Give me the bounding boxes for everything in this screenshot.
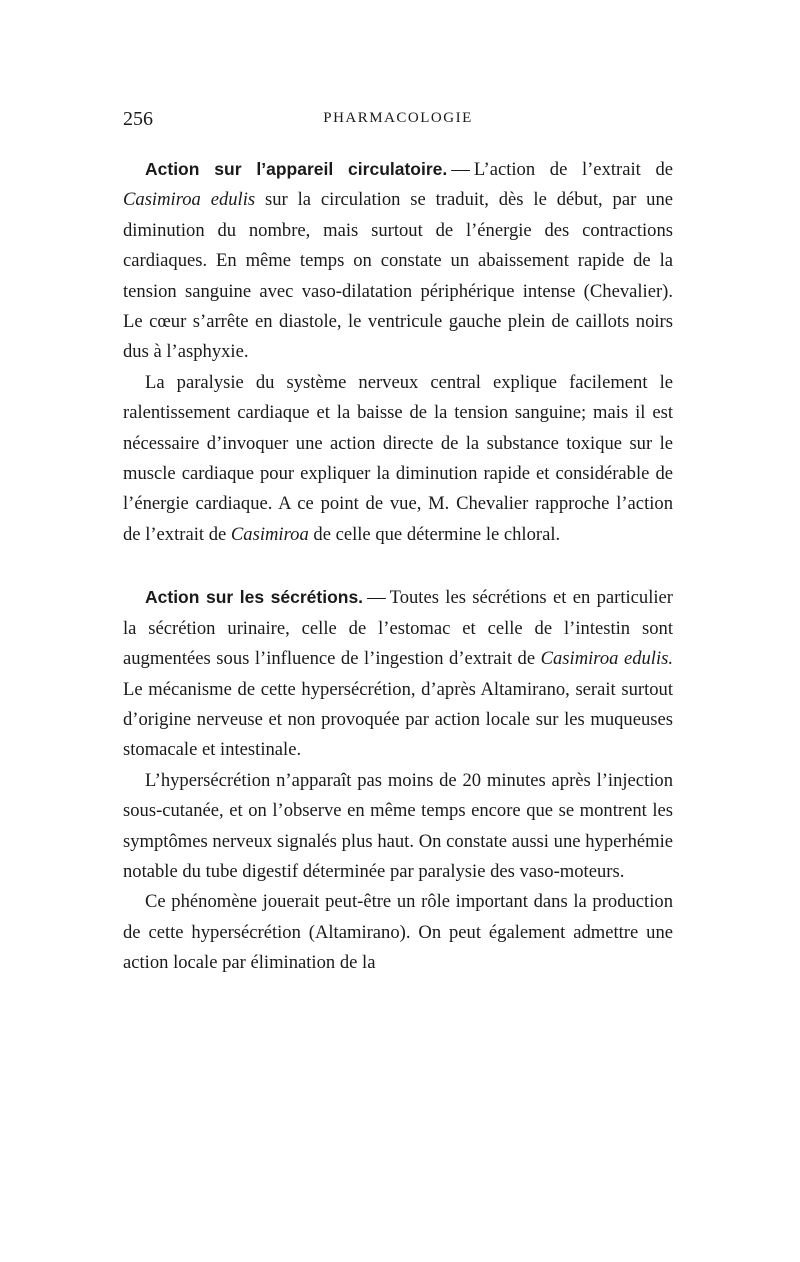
text-run: Toutes les sécrétions et en particulier la sécrétion urinaire, celle de l’estomac et celle de l’intestin sont augmentées sous l’influence de l’ingestion d’extrait de <box>123 587 674 670</box>
paragraph-circulation-1 <box>123 154 673 368</box>
text-run: L’action de l’extrait de <box>473 159 673 180</box>
paragraph-secretions-2: L’hypersécrétion n’apparaît pas moins de 20 minutes après l’injection sous-cutanée, et on l’observe en même temps encore que se montrent les symptômes nerveux signalés plus haut. On constate aussi une hyperhémie notable du tube digestif déterminée par paralysie des vaso-moteurs. <box>123 769 673 882</box>
text-run: de celle que détermine le chloral. <box>308 523 561 545</box>
paragraph-secretions-1 <box>123 582 673 765</box>
italic-species-name: Casimiroa edulis. <box>540 648 674 670</box>
paragraph-secretions-3: Ce phénomène jouerait peut-être un rôle important dans la production de cette hypersécrétion (Altamirano). On peut également admettre une action locale par élimination de la <box>123 891 673 974</box>
running-title: PHARMACOLOGIE <box>323 110 473 126</box>
page-number: 256 <box>123 108 153 130</box>
text-run: La paralysie du système nerveux central explique facilement le ralentissement cardiaque et la baisse de la tension sanguine; mais il est nécessaire d’invoquer une action directe de la substance toxique sur le muscle cardiaque pour expliquer la diminution rapide et considérable de l’énergie cardiaque. A ce point de vue, M. Chevalier rapproche l’action de l’extrait de <box>123 371 673 545</box>
section-heading-circulation: Action sur l’appareil circulatoire. <box>145 159 448 179</box>
italic-species-name: Casimiroa edulis <box>123 189 256 211</box>
em-dash: — <box>451 159 470 180</box>
section-gap <box>123 550 673 582</box>
em-dash: — <box>367 587 386 609</box>
section-heading-secretions: Action sur les sécrétions. <box>145 587 364 608</box>
text-run: Le mécanisme de cette hypersécrétion, d’après Altamirano, serait surtout d’origine nerveuse et non provoquée par action locale sur les muqueuses stomacale et intestinale. <box>123 678 673 761</box>
running-header <box>123 108 673 138</box>
text-run: sur la circulation se traduit, dès le début, par une diminution du nombre, mais surtout de l’énergie des contractions cardiaques. En même temps on constate un abaissement rapide de la tension sanguine avec vaso-dilatation périphérique intense (Chevalier). Le cœur s’arrête en diastole, le ventricule gauche plein de caillots noirs dus à l’asphyxie. <box>123 189 673 363</box>
italic-genus-name: Casimiroa <box>230 523 309 545</box>
paragraph-circulation-2 <box>123 368 673 550</box>
book-page <box>123 108 673 979</box>
